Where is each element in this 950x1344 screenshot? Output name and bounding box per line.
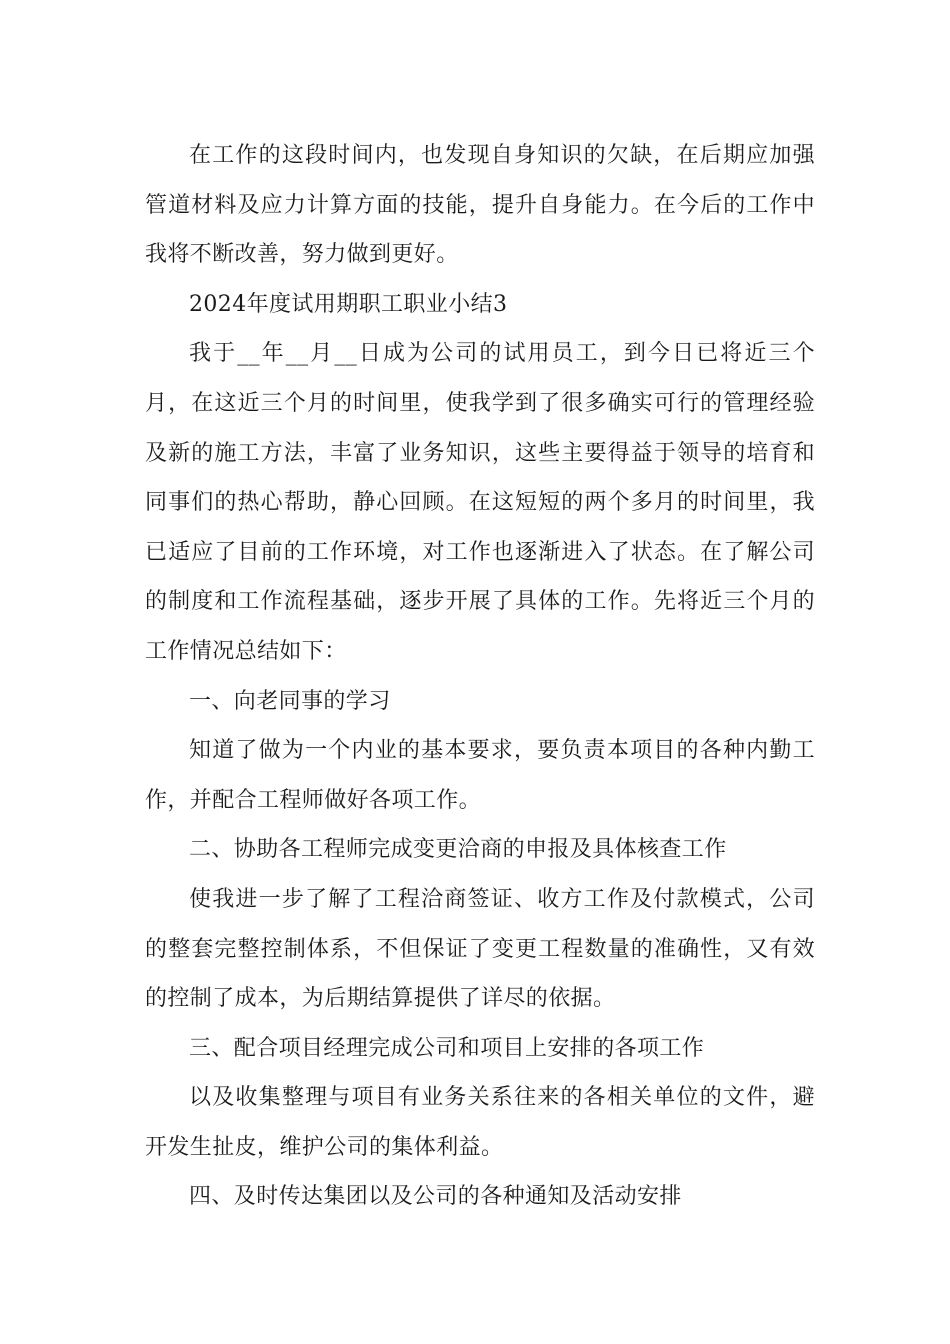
paragraph-item-3: 以及收集整理与项目有业务关系往来的各相关单位的文件，避开发生扯皮，维护公司的集体利益。 <box>145 1085 815 1160</box>
paragraph-item-1: 知道了做为一个内业的基本要求，要负责本项目的各种内勤工作，并配合工程师做好各项工作。 <box>145 738 815 813</box>
paragraph-skills-improvement: 在工作的这段时间内，也发现自身知识的欠缺，在后期应加强管道材料及应力计算方面的技能，提升自身能力。在今后的工作中我将不断改善，努力做到更好。 <box>145 143 815 268</box>
heading-item-4: 四、及时传达集团以及公司的各种通知及活动安排 <box>189 1184 682 1210</box>
section-title: 2024年度试用期职工职业小结3 <box>189 291 508 317</box>
document-body <box>145 131 815 1222</box>
paragraph-intro: 我于__年__月__日成为公司的试用员工，到今日已将近三个月，在这近三个月的时间里，使我学到了很多确实可行的管理经验及新的施工方法，丰富了业务知识，这些主要得益于领导的培育和同事们的热心帮助，静心回顾。在这短短的两个多月的时间里，我已适应了目前的工作环境，对工作也逐渐进入了状态。在了解公司的制度和工作流程基础，逐步开展了具体的工作。先将近三个月的工作情况总结如下： <box>145 341 815 664</box>
heading-item-3: 三、配合项目经理完成公司和项目上安排的各项工作 <box>189 1035 705 1061</box>
paragraph-item-2: 使我进一步了解了工程洽商签证、收方工作及付款模式，公司的整套完整控制体系，不但保证了变更工程数量的准确性，又有效的控制了成本，为后期结算提供了详尽的依据。 <box>145 886 815 1012</box>
heading-item-1: 一、向老同事的学习 <box>189 688 391 714</box>
heading-item-2: 二、协助各工程师完成变更洽商的申报及具体核查工作 <box>189 837 727 863</box>
